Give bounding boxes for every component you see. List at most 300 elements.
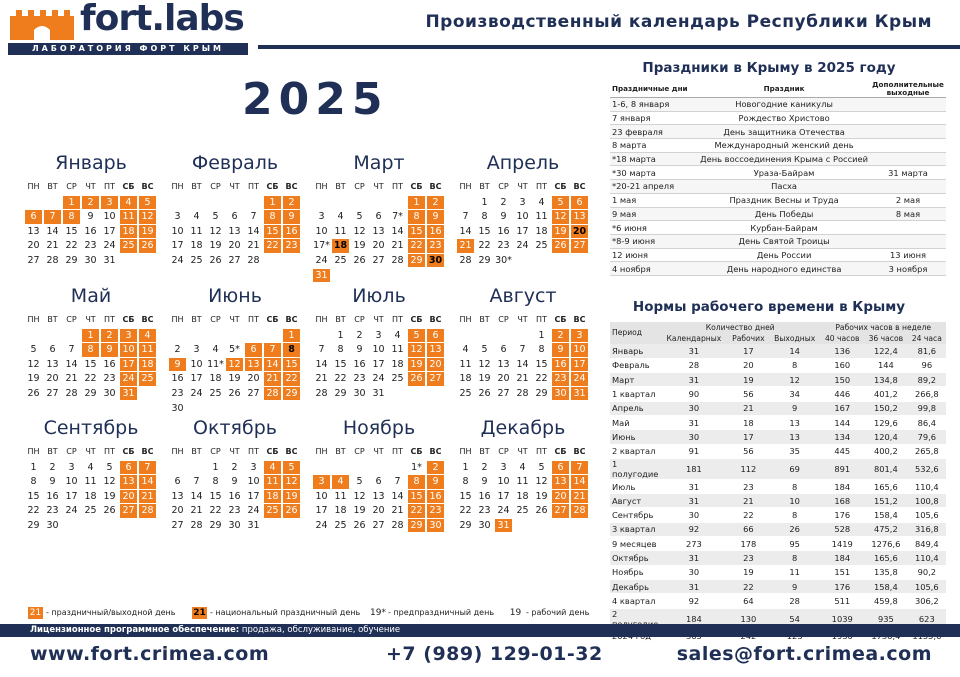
norms-value: 19 bbox=[728, 565, 769, 579]
holiday-row bbox=[610, 221, 946, 235]
norms-value: 20 bbox=[728, 358, 769, 372]
norms-period: Апрель bbox=[610, 401, 660, 415]
day-cell: 7 bbox=[394, 476, 401, 488]
weekday-label: ПН bbox=[315, 315, 328, 324]
day-cell: 26 bbox=[139, 239, 156, 252]
day-cell: 1 bbox=[82, 329, 99, 342]
day-cell: 31 bbox=[103, 254, 116, 266]
day-cell: 25 bbox=[391, 373, 404, 385]
norms-value: 34 bbox=[769, 387, 820, 401]
day-cell: 8 bbox=[82, 343, 99, 356]
day-cell: 29 bbox=[209, 519, 222, 531]
day-cell: 30 bbox=[171, 402, 184, 414]
month-name: Февраль bbox=[191, 152, 279, 174]
weekday-label: ЧТ bbox=[229, 315, 240, 324]
day-cell: 1 bbox=[283, 329, 300, 342]
weekday-label: ПТ bbox=[248, 447, 259, 456]
day-cell: 25 bbox=[535, 240, 548, 252]
day-cell: 8 bbox=[408, 210, 425, 223]
day-cell: 11 bbox=[120, 210, 137, 223]
empty-cell bbox=[44, 329, 61, 342]
day-cell: 11* bbox=[207, 358, 224, 370]
day-cell: 17 bbox=[497, 490, 510, 502]
day-cell: 3 bbox=[101, 196, 118, 209]
day-cell: 10 bbox=[516, 211, 529, 223]
weekday-label: ПН bbox=[171, 182, 184, 191]
day-cell: 9 bbox=[427, 210, 444, 223]
day-cell: 30 bbox=[353, 387, 366, 399]
weekday-label: СБ bbox=[122, 447, 135, 456]
holidays-header-dates: Праздничные дни bbox=[610, 81, 698, 98]
norms-value: 184 bbox=[660, 608, 728, 629]
month-block bbox=[168, 150, 302, 268]
day-cell: 28 bbox=[139, 504, 156, 517]
day-cell: 20 bbox=[120, 490, 137, 503]
month-block bbox=[24, 150, 158, 268]
day-cell: 19 bbox=[408, 358, 425, 371]
day-cell: 23 bbox=[427, 239, 444, 252]
license-text: продажа, обслуживание, обучение bbox=[239, 625, 401, 635]
day-cell: 16 bbox=[171, 373, 184, 385]
holiday-row bbox=[610, 262, 946, 276]
day-cell: 16 bbox=[427, 225, 444, 238]
weekday-label: ЧТ bbox=[85, 182, 96, 191]
day-cell: 19 bbox=[228, 373, 241, 385]
day-cell: 20 bbox=[247, 373, 260, 385]
holiday-row bbox=[610, 152, 946, 166]
weekday-label: ВТ bbox=[47, 182, 58, 191]
day-cell: 12 bbox=[408, 343, 425, 356]
norms-value: 273 bbox=[660, 537, 728, 551]
holiday-row bbox=[610, 193, 946, 207]
day-cell: 21 bbox=[190, 505, 203, 517]
norms-value: 135,8 bbox=[864, 565, 908, 579]
weekday-label: ВТ bbox=[47, 447, 58, 456]
phone-link[interactable]: +7 (989) 129-01-32 bbox=[386, 643, 603, 665]
day-cell: 13 bbox=[27, 225, 40, 237]
month-name: Март bbox=[353, 152, 405, 174]
day-cell: 19 bbox=[103, 490, 116, 502]
day-cell: 27 bbox=[27, 254, 40, 266]
day-cell: 26 bbox=[353, 519, 366, 531]
day-cell: 31 bbox=[495, 519, 512, 532]
month-days bbox=[168, 195, 302, 268]
norms-value: 81,6 bbox=[908, 344, 946, 358]
weekday-label: ВТ bbox=[191, 447, 202, 456]
day-cell: 13 bbox=[171, 490, 184, 502]
norms-table bbox=[610, 322, 946, 644]
day-cell: 11 bbox=[190, 225, 203, 237]
weekday-header bbox=[456, 444, 590, 460]
weekday-label: ВС bbox=[285, 315, 298, 324]
day-cell: 1 bbox=[538, 329, 545, 341]
norms-value: 105,6 bbox=[908, 579, 946, 593]
norms-value: 31 bbox=[660, 373, 728, 387]
holidays-header-extra: Дополнительные выходные bbox=[870, 81, 946, 98]
weekday-label: ВТ bbox=[479, 315, 490, 324]
day-cell: 9 bbox=[283, 210, 300, 223]
norms-period: Сентябрь bbox=[610, 508, 660, 522]
day-cell: 1 bbox=[337, 329, 344, 341]
day-cell: 2 bbox=[231, 461, 238, 473]
weekday-label: СР bbox=[498, 182, 509, 191]
weekday-label: СБ bbox=[554, 315, 567, 324]
day-cell: 26 bbox=[535, 505, 548, 517]
day-cell: 19 bbox=[353, 505, 366, 517]
day-cell: 9 bbox=[49, 476, 56, 488]
day-cell: 11 bbox=[391, 344, 404, 356]
day-cell: 12 bbox=[353, 490, 366, 502]
day-cell: 26 bbox=[228, 387, 241, 399]
norms-period: Октябрь bbox=[610, 551, 660, 565]
day-cell: 16 bbox=[497, 225, 510, 237]
norms-value: 181 bbox=[660, 458, 728, 479]
day-cell: 22 bbox=[84, 373, 97, 385]
day-cell: 3 bbox=[313, 475, 330, 488]
norms-row bbox=[610, 444, 946, 458]
day-cell: 13 bbox=[497, 358, 510, 370]
weekday-label: ВС bbox=[285, 182, 298, 191]
day-cell: 24 bbox=[571, 372, 588, 385]
license-label: Лицензионное программное обеспечение: bbox=[30, 625, 240, 635]
empty-cell bbox=[207, 196, 224, 209]
norms-value: 56 bbox=[728, 444, 769, 458]
day-cell: 9 bbox=[500, 211, 507, 223]
day-cell: 2 bbox=[427, 461, 444, 474]
logo-text: fort.labs bbox=[80, 0, 244, 39]
weekday-label: СБ bbox=[122, 315, 135, 324]
day-cell: 25 bbox=[334, 254, 347, 266]
day-cell: 5 bbox=[552, 196, 569, 209]
weekday-label: ВС bbox=[429, 182, 442, 191]
holiday-name: День народного единства bbox=[698, 262, 870, 276]
header bbox=[0, 0, 960, 58]
norms-row bbox=[610, 508, 946, 522]
day-cell: 31 bbox=[372, 387, 385, 399]
weekday-label: ПН bbox=[459, 447, 472, 456]
legend-workday bbox=[508, 606, 589, 619]
day-cell: 30* bbox=[495, 254, 512, 266]
weekday-label: СБ bbox=[266, 315, 279, 324]
day-cell: 9 bbox=[169, 358, 186, 371]
month-days bbox=[312, 328, 446, 401]
empty-cell bbox=[207, 329, 224, 342]
weekday-label: ЧТ bbox=[373, 182, 384, 191]
month-name: Сентябрь bbox=[43, 417, 139, 439]
day-cell: 10 bbox=[171, 225, 184, 237]
day-cell: 3 bbox=[120, 329, 137, 342]
weekday-label: СР bbox=[210, 447, 221, 456]
day-cell: 22 bbox=[535, 373, 548, 385]
weekday-label: ВС bbox=[429, 315, 442, 324]
day-cell: 9 bbox=[87, 211, 94, 223]
day-cell: 24 bbox=[247, 505, 260, 517]
norms-value: 12 bbox=[769, 373, 820, 387]
day-cell: 20 bbox=[572, 225, 587, 237]
month-days bbox=[24, 460, 158, 533]
day-cell: 23 bbox=[228, 505, 241, 517]
day-cell: 13 bbox=[372, 490, 385, 502]
day-cell: 20 bbox=[497, 373, 510, 385]
day-cell: 26 bbox=[209, 254, 222, 266]
weekday-label: СБ bbox=[266, 447, 279, 456]
norms-row bbox=[610, 358, 946, 372]
norms-value: 54 bbox=[769, 608, 820, 629]
day-cell: 28 bbox=[516, 387, 529, 399]
empty-cell bbox=[188, 329, 205, 342]
day-cell: 17 bbox=[171, 240, 184, 252]
norms-value: 1419 bbox=[820, 537, 864, 551]
day-cell: 14 bbox=[571, 475, 588, 488]
day-cell: 27 bbox=[372, 254, 385, 266]
norms-value: 66 bbox=[728, 522, 769, 536]
day-cell: 13 bbox=[571, 210, 588, 223]
norms-subheader: Рабочих bbox=[732, 333, 765, 343]
empty-cell bbox=[457, 196, 474, 209]
month-days bbox=[24, 195, 158, 268]
holiday-extra-day: 3 ноября bbox=[870, 262, 946, 276]
day-cell: 6 bbox=[375, 211, 382, 223]
day-cell: 21 bbox=[571, 490, 588, 503]
holiday-date: *6 июня bbox=[610, 221, 698, 235]
day-cell: 23 bbox=[427, 504, 444, 517]
month-block bbox=[24, 283, 158, 401]
norms-period: 2 bbox=[610, 608, 660, 629]
day-cell: 13 bbox=[228, 225, 241, 237]
day-cell: 19 bbox=[209, 240, 222, 252]
month-block bbox=[312, 283, 446, 401]
day-cell: 28 bbox=[571, 504, 588, 517]
norms-value: 28 bbox=[660, 358, 728, 372]
holiday-date: 1-6, 8 января bbox=[610, 98, 698, 112]
norms-period: Февраль bbox=[610, 358, 660, 372]
day-cell: 22 bbox=[459, 505, 472, 517]
weekday-label: ПН bbox=[171, 315, 184, 324]
day-cell: 27 bbox=[120, 504, 137, 517]
weekday-label: ВС bbox=[285, 447, 298, 456]
day-cell: 6 bbox=[174, 476, 181, 488]
day-cell: 31 bbox=[571, 387, 588, 400]
day-cell: 2 bbox=[101, 329, 118, 342]
page-title: Производственный календарь Республики Крым bbox=[425, 12, 932, 32]
day-cell: 21 bbox=[264, 372, 281, 385]
norms-value: 13 bbox=[769, 415, 820, 429]
norms-value: 445 bbox=[820, 444, 864, 458]
norms-header-period: Период bbox=[612, 328, 643, 337]
weekday-label: СБ bbox=[410, 182, 423, 191]
day-cell: 26 bbox=[103, 505, 116, 517]
day-cell: 20 bbox=[27, 240, 40, 252]
day-cell: 18 bbox=[535, 225, 548, 237]
month-block bbox=[456, 150, 590, 268]
norms-period: 2 квартал bbox=[610, 444, 660, 458]
day-cell: 16 bbox=[84, 225, 97, 237]
norms-row bbox=[610, 373, 946, 387]
day-cell: 5 bbox=[538, 461, 545, 473]
day-cell: 4 bbox=[87, 461, 94, 473]
day-cell: 21 bbox=[315, 373, 328, 385]
day-cell: 26 bbox=[478, 387, 491, 399]
weekday-label: ЧТ bbox=[373, 315, 384, 324]
day-cell: 12 bbox=[552, 210, 569, 223]
day-cell: 21 bbox=[391, 505, 404, 517]
day-cell: 5 bbox=[481, 344, 488, 356]
logo-subtitle: ЛАБОРАТОРИЯ ФОРТ КРЫМ bbox=[8, 43, 248, 55]
holiday-name: День Победы bbox=[698, 207, 870, 221]
weekday-label: СР bbox=[210, 182, 221, 191]
weekday-label: ВТ bbox=[335, 182, 346, 191]
weekday-label: ПТ bbox=[248, 182, 259, 191]
day-cell: 18 bbox=[459, 373, 472, 385]
holiday-date: 23 февраля bbox=[610, 125, 698, 139]
holiday-extra-day bbox=[870, 234, 946, 248]
month-block bbox=[168, 283, 302, 416]
day-cell: 18 bbox=[391, 358, 404, 370]
day-cell: 4 bbox=[332, 475, 349, 488]
holiday-name: Праздник Весны и Труда bbox=[698, 193, 870, 207]
day-cell: 10 bbox=[315, 490, 328, 502]
holiday-row bbox=[610, 111, 946, 125]
norms-row bbox=[610, 522, 946, 536]
day-cell: 10 bbox=[247, 476, 260, 488]
day-cell: 27 bbox=[171, 519, 184, 531]
day-cell: 30 bbox=[427, 519, 444, 532]
norms-value: 11 bbox=[769, 565, 820, 579]
holiday-name: День воссоединения Крыма с Россией bbox=[700, 154, 869, 165]
norms-value: 475,2 bbox=[864, 522, 908, 536]
month-name: Январь bbox=[55, 152, 127, 174]
holiday-name: Рождество Христово bbox=[698, 111, 870, 125]
weekday-label: ПТ bbox=[104, 182, 115, 191]
norms-value: 30 bbox=[660, 430, 728, 444]
day-cell: 8 bbox=[538, 344, 545, 356]
day-cell: 7 bbox=[264, 343, 281, 356]
weekday-label: ВТ bbox=[335, 315, 346, 324]
norms-value: 21 bbox=[728, 401, 769, 415]
day-cell: 7 bbox=[571, 461, 588, 474]
legend-preholiday-text: - предпраздничный день bbox=[388, 608, 495, 617]
day-cell: 19 bbox=[283, 490, 300, 503]
day-cell: 14 bbox=[139, 475, 156, 488]
day-cell: 22 bbox=[478, 240, 491, 252]
holiday-extra-day bbox=[870, 221, 946, 235]
day-cell: 18 bbox=[84, 490, 97, 502]
weekday-header bbox=[456, 179, 590, 195]
day-cell: 3 bbox=[250, 461, 257, 473]
norms-period: Июнь bbox=[610, 430, 660, 444]
day-cell: 21 bbox=[457, 239, 474, 252]
day-cell: 17 bbox=[120, 358, 137, 371]
day-cell: 4 bbox=[193, 211, 200, 223]
day-cell: 6 bbox=[120, 461, 137, 474]
legend-workday-swatch: 19 bbox=[509, 608, 522, 618]
norms-subheader: Календарных bbox=[666, 333, 722, 343]
day-cell: 4 bbox=[120, 196, 137, 209]
day-cell: 30 bbox=[478, 519, 491, 531]
weekday-header bbox=[312, 444, 446, 460]
weekday-header bbox=[312, 312, 446, 328]
day-cell: 15 bbox=[264, 225, 281, 238]
weekday-label: ПН bbox=[315, 447, 328, 456]
day-cell: 13 bbox=[245, 358, 262, 371]
norms-title: Нормы рабочего времени в Крыму bbox=[632, 299, 906, 315]
norms-row bbox=[610, 415, 946, 429]
norms-value: 90 bbox=[660, 387, 728, 401]
day-cell: 20 bbox=[171, 505, 184, 517]
day-cell: 24 bbox=[516, 240, 529, 252]
day-cell: 29 bbox=[535, 387, 548, 399]
day-cell: 18 bbox=[139, 358, 156, 371]
empty-cell bbox=[25, 329, 42, 342]
day-cell: 18 bbox=[264, 490, 281, 503]
norms-value: 129,6 bbox=[864, 415, 908, 429]
day-cell: 23 bbox=[283, 239, 300, 252]
weekday-header bbox=[456, 312, 590, 328]
day-cell: 29 bbox=[408, 519, 425, 532]
norms-value: 134,8 bbox=[864, 373, 908, 387]
day-cell: 22 bbox=[408, 504, 425, 517]
day-cell: 8 bbox=[337, 344, 344, 356]
norms-value: 31 bbox=[660, 551, 728, 565]
day-cell: 30 bbox=[46, 519, 59, 531]
day-cell: 17 bbox=[103, 225, 116, 237]
norms-value: 31 bbox=[660, 494, 728, 508]
weekday-header bbox=[168, 444, 302, 460]
holiday-name: День Святой Троицы bbox=[698, 234, 870, 248]
day-cell: 7 bbox=[193, 476, 200, 488]
day-cell: 30 bbox=[552, 387, 569, 400]
email-link[interactable]: sales@fort.crimea.com bbox=[676, 643, 932, 665]
norms-value: 176 bbox=[820, 579, 864, 593]
day-cell: 6 bbox=[245, 343, 262, 356]
day-cell: 5 bbox=[212, 211, 219, 223]
norms-value: 17 bbox=[728, 344, 769, 358]
day-cell: 6 bbox=[500, 344, 507, 356]
day-cell: 23 bbox=[84, 240, 97, 252]
day-cell: 27 bbox=[228, 254, 241, 266]
norms-value: 92 bbox=[660, 594, 728, 608]
day-cell: 14 bbox=[46, 225, 59, 237]
norms-value: 165,6 bbox=[864, 551, 908, 565]
day-cell: 22 bbox=[27, 505, 40, 517]
norms-value: 150,2 bbox=[864, 401, 908, 415]
day-cell: 2 bbox=[174, 344, 181, 356]
weekday-label: ВС bbox=[573, 447, 586, 456]
month-block bbox=[168, 415, 302, 533]
website-link[interactable]: www.fort.crimea.com bbox=[30, 643, 270, 665]
norms-value: 623 bbox=[908, 608, 946, 629]
day-cell: 7* bbox=[392, 211, 403, 223]
day-cell: 29 bbox=[334, 387, 347, 399]
weekday-label: ВС bbox=[429, 447, 442, 456]
empty-cell bbox=[44, 196, 61, 209]
norms-value: 511 bbox=[820, 594, 864, 608]
day-cell: 8 bbox=[63, 210, 80, 223]
day-cell: 16 bbox=[427, 490, 444, 503]
day-cell: 6 bbox=[427, 329, 444, 342]
weekday-label: ПТ bbox=[536, 315, 547, 324]
day-cell: 21 bbox=[139, 490, 156, 503]
norms-value: 35 bbox=[769, 444, 820, 458]
day-cell: 24 bbox=[103, 240, 116, 252]
norms-subheader: Выходных bbox=[774, 333, 816, 343]
day-cell: 28 bbox=[46, 254, 59, 266]
day-cell: 3 bbox=[318, 211, 325, 223]
weekday-label: ПТ bbox=[536, 447, 547, 456]
day-cell: 3 bbox=[519, 196, 526, 208]
legend-holiday-swatch: 21 bbox=[29, 608, 42, 618]
weekday-label: СР bbox=[354, 182, 365, 191]
